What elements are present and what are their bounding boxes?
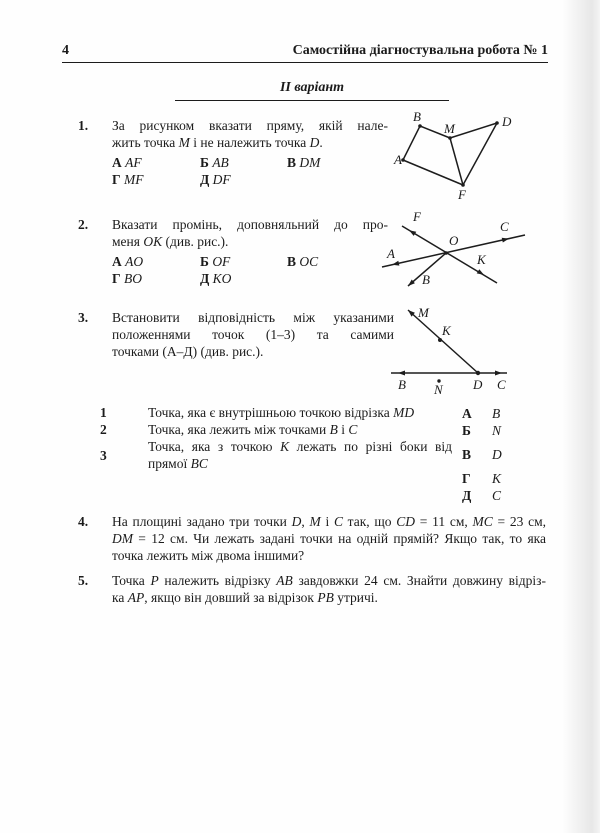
matching-items [100, 404, 460, 472]
matching-answers [462, 405, 552, 504]
question-5-text-line: Точка P належить відрізку AB завдовжки 24 см. Знайти довжину відріз- [112, 573, 546, 588]
question-5-text-line: ка AP, якщо він довший за відрізок PB утричі. [112, 590, 378, 605]
question-4-text-line: DM = 12 см. Чи лежать задані точки на одній прямій? Якщо так, то яка [112, 531, 546, 546]
question-3 [78, 309, 394, 360]
match-item-1: 1 Точка, яка є внутрішньою точкою відрізка MD [100, 405, 415, 420]
page-edge-shadow [562, 0, 600, 833]
option-d: Д KO [200, 271, 232, 286]
option-g: Г MF [112, 172, 144, 187]
question-1 [78, 117, 388, 188]
match-item-2: 2 Точка, яка лежить між точками B і C [100, 422, 358, 437]
answer-g: Г K [462, 471, 502, 486]
question-4 [78, 513, 546, 564]
match-item-3: 3 Точка, яка з точкою K лежать по різні боки від прямої BC [100, 439, 453, 471]
point-label-B: B [422, 272, 430, 287]
question-2 [78, 216, 388, 287]
question-5-number: 5. [78, 573, 89, 588]
question-3-number: 3. [78, 310, 89, 325]
question-1-text-line: За рисунком вказати пряму, якій нале- [112, 118, 388, 133]
answer-b: Б N [462, 423, 502, 438]
question-2-text-line: Вказати промінь, доповняльний до про- [112, 217, 388, 232]
point-label-A: A [387, 246, 395, 261]
page-number: 4 [62, 43, 69, 58]
option-v: В OC [287, 254, 319, 269]
answer-d: Д C [462, 488, 502, 503]
question-1-text-line: жить точка M і не належить точка D. [112, 135, 323, 150]
question-2-number: 2. [78, 217, 89, 232]
answer-a: А B [462, 406, 501, 421]
point-label-B: B [413, 109, 421, 124]
point-label-K: K [477, 252, 486, 267]
option-g: Г BO [112, 271, 142, 286]
point-label-D: D [502, 114, 512, 129]
option-a: А AO [112, 254, 144, 269]
figure-1-quadrilateral-diagram [393, 107, 553, 202]
question-3-text-line: Встановити відповідність між указаними [112, 310, 394, 325]
question-2-options [112, 253, 388, 287]
point-label-C: C [497, 377, 506, 392]
question-1-options [112, 154, 388, 188]
option-b: Б OF [200, 254, 231, 269]
point-label-A: A [394, 152, 402, 167]
point-label-O: O [449, 233, 459, 248]
figure-2-intersecting-lines-diagram [380, 203, 530, 293]
question-4-number: 4. [78, 514, 89, 529]
point-label-F: F [413, 209, 421, 224]
option-b: Б AB [200, 155, 229, 170]
option-d: Д DF [200, 172, 231, 187]
answer-v: В D [462, 447, 502, 462]
question-1-number: 1. [78, 118, 89, 133]
option-a: А AF [112, 155, 142, 170]
question-3-text-line: точками (А–Д) (див. рис.). [112, 344, 264, 359]
question-4-text-line: точка лежить між двома іншими? [112, 548, 305, 563]
figure-3-line-with-points-diagram [388, 293, 518, 398]
page-header [62, 42, 548, 63]
point-label-K: K [442, 323, 451, 338]
point-label-F: F [458, 187, 466, 202]
option-v: В DM [287, 155, 321, 170]
header-title: Самостійна діагностувальна робота № 1 [292, 43, 548, 58]
point-label-N: N [434, 382, 443, 397]
question-3-text-line: положеннями точок (1–3) та самими [112, 327, 394, 342]
point-label-D: D [473, 377, 483, 392]
question-5 [78, 572, 546, 606]
question-4-text-line: На площині задано три точки D, M і C так, що CD = 11 см, MC = 23 см, [112, 514, 546, 529]
point-label-B: B [398, 377, 406, 392]
point-label-M: M [418, 305, 429, 320]
point-label-C: C [500, 219, 509, 234]
point-label-M: M [444, 121, 455, 136]
question-2-text-line: меня OK (див. рис.). [112, 234, 229, 249]
variant-title: ІІ варіант [175, 79, 449, 101]
